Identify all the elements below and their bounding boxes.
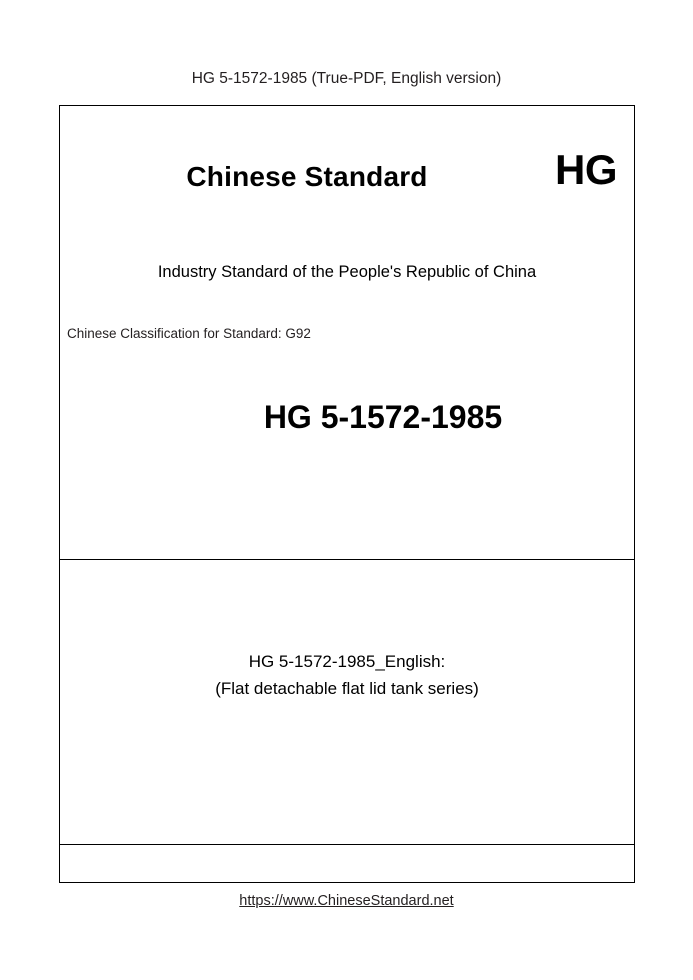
english-title-block — [60, 648, 634, 702]
standard-prefix-mark: HG — [555, 146, 617, 193]
english-title-line-2: (Flat detachable flat lid tank series) — [215, 679, 479, 698]
english-title-line-1: HG 5-1572-1985_English: — [248, 652, 446, 671]
classification-code: Chinese Classification for Standard: G92 — [67, 326, 311, 341]
cover-middle-section — [60, 560, 634, 845]
cover-title: Chinese Standard — [186, 161, 428, 192]
footer-website-link[interactable]: https://www.ChineseStandard.net — [239, 893, 454, 909]
cover-bottom-section — [60, 845, 634, 884]
cover-frame — [59, 105, 635, 883]
cover-upper-section — [60, 106, 634, 560]
cover-subtitle: Industry Standard of the People's Republic of China — [157, 263, 537, 281]
page-header-text: HG 5-1572-1985 (True-PDF, English version) — [191, 70, 502, 87]
standard-number: HG 5-1572-1985 — [263, 399, 503, 435]
